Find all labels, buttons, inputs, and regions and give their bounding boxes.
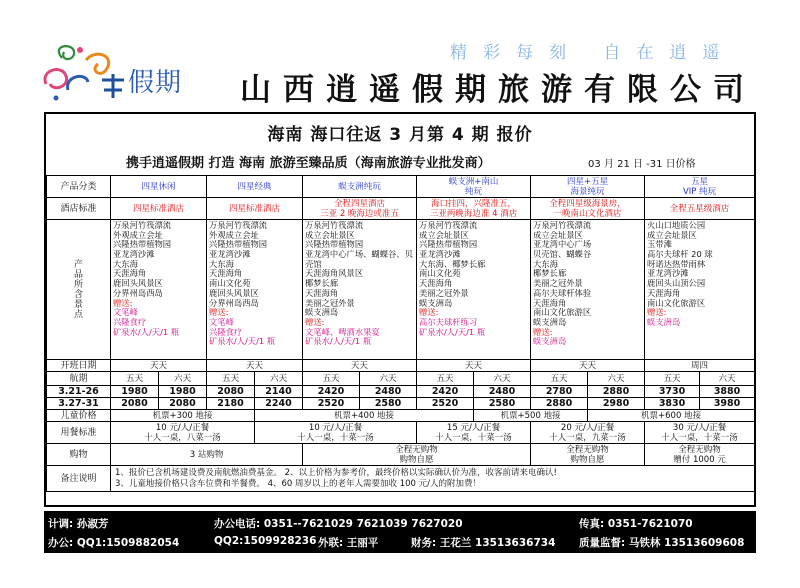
days-value: 五天: [207, 372, 255, 386]
price-value: 2180: [207, 398, 255, 410]
logo-text: 假期: [128, 68, 183, 98]
child-price: 机票+600 地接: [588, 410, 755, 422]
price-sheet: [44, 112, 756, 507]
price-value: 2080: [111, 398, 159, 410]
spot-item: 万泉河竹筏漂流: [113, 221, 172, 230]
spot-item: 天涯海角: [419, 279, 453, 289]
spot-item: 赠送:: [113, 298, 133, 308]
days-value: 六天: [700, 372, 755, 386]
price-value: 2780: [531, 386, 588, 398]
spot-item: 大东海、椰梦长廊: [419, 259, 486, 269]
shopping-policy: 全程无购物 购物自愿: [531, 444, 645, 466]
days-value: 五天: [645, 372, 700, 386]
spots-list: [111, 220, 207, 360]
label-spots-char: 所: [73, 279, 83, 290]
meal-standard: 20 元/人/正餐 十人一桌，九菜一汤: [531, 422, 645, 444]
spot-item: 呀诺达热带雨林: [647, 259, 706, 269]
contact-scheduler: 计调: 孙淑芳: [48, 518, 109, 530]
price-table: [46, 175, 755, 492]
spot-item: 赠送:: [419, 308, 439, 318]
spot-item: 椰梦长廊: [533, 269, 567, 279]
spot-item: 赠送:: [533, 327, 553, 337]
price-value: 2880: [588, 386, 645, 398]
price-value: 3980: [700, 398, 755, 410]
contact-office-phone: 办公电话: 0351--7621029 7621039 7627020: [214, 518, 463, 530]
price-value: 2980: [588, 398, 645, 410]
spot-item: 赠送:: [305, 317, 325, 327]
spot-item: 文笔峰: [209, 317, 234, 327]
contact-finance: 财务: 王花兰 13513636734: [411, 537, 556, 549]
spot-item: 成立会址景区: [647, 230, 697, 240]
spot-item: 高尔夫球杆 20 球: [647, 250, 713, 260]
label-spots-char: 产: [73, 259, 83, 270]
price-value: 3730: [645, 386, 700, 398]
spot-item: 兴隆热带植物园: [209, 240, 268, 250]
spot-item: 天涯海角: [533, 298, 567, 308]
spot-item: 亚龙湾沙滩: [209, 250, 251, 260]
doc-title: 海南 海口往返 3 月第 4 期 报价: [267, 125, 533, 145]
spot-item: 亚龙湾中心广场: [533, 240, 592, 250]
departure-value: 天天: [417, 360, 531, 372]
shopping-policy: 3 站购物: [111, 444, 303, 466]
hotel-standard: 海口挂四，兴隆准五， 三亚两晚海边准 4 酒店: [417, 198, 531, 220]
page-header: [0, 0, 800, 108]
hotel-standard: 全程四星酒店 三亚 2 晚海边或准五: [303, 198, 417, 220]
departure-row: [47, 360, 755, 372]
spot-item: 天涯海角: [209, 269, 243, 279]
spot-item: 南山文化苑: [419, 269, 461, 279]
spot-item: 南山文化旅游区: [647, 298, 706, 308]
product-type: 四星休闲: [111, 176, 207, 198]
label-shopping: 购物: [47, 444, 111, 466]
price-value: 2480: [474, 386, 531, 398]
spot-item: 亚龙湾沙滩: [113, 250, 155, 260]
spot-item: 贝壳馆、蝴蝶谷: [533, 250, 592, 260]
spots-row: [47, 220, 755, 360]
contact-qq1: 办公: QQ1:1509882054: [48, 537, 180, 549]
price-date: 3.27-31: [47, 398, 111, 410]
spot-item: 蜈支洲岛: [305, 308, 339, 318]
days-value: 六天: [159, 372, 207, 386]
spot-item: 高尔夫球杆体验: [533, 288, 592, 298]
label-child: 儿童价格: [47, 410, 111, 422]
product-type: 四星经典: [207, 176, 303, 198]
product-type: 五星 VIP 纯玩: [645, 176, 755, 198]
spot-item: 鹿回头山顶公园: [647, 279, 706, 289]
hotel-standard: 全程四星级海景房， 一晚南山文化酒店: [531, 198, 645, 220]
label-hotel: 酒店标准: [47, 198, 111, 220]
label-spots-char: 含: [73, 289, 83, 300]
spot-item: 蜈支洲岛: [533, 337, 567, 347]
spot-item: 兴隆热带植物园: [419, 240, 478, 250]
spot-item: 亚龙湾沙滩: [419, 250, 461, 260]
departure-value: 天天: [111, 360, 207, 372]
spots-list: [645, 220, 755, 360]
spot-item: 大东海: [113, 259, 138, 269]
spot-item: 亚龙湾沙滩: [647, 269, 689, 279]
spot-item: 美丽之冠外景: [533, 279, 583, 289]
child-price: 机票+300 地接: [111, 410, 255, 422]
label-product-type: 产品分类: [47, 176, 111, 198]
company-logo: [40, 40, 215, 102]
departure-value: 天天: [207, 360, 303, 372]
shopping-policy: 全程无购物 购物自愿: [303, 444, 531, 466]
meal-standard: 15 元/人/正餐 十人一桌，十菜一汤: [417, 422, 531, 444]
price-value: 2580: [474, 398, 531, 410]
product-type: 四星+五星 海景纯玩: [531, 176, 645, 198]
note-line: 1、报价已含机场建设费及南航燃油费基金。 2、以上价格为参考价，最终价格以实际确认价为准，收客前请来电确认!: [115, 467, 557, 478]
note-line: 3、儿童地接价格只含车位费和半餐费。 4、60 周岁以上的老年人需要加收 100 元/人的附加费！: [115, 478, 482, 489]
spot-item: 赠送:: [209, 308, 229, 318]
spot-item: 万泉河竹筏漂流: [533, 221, 592, 230]
price-value: 2420: [303, 386, 360, 398]
spot-item: 天涯海角: [305, 288, 339, 298]
doc-subtitle: 携手逍遥假期 打造 海南 旅游至臻品质（海南旅游专业批发商）: [126, 156, 491, 171]
spot-item: 文笔峰: [113, 308, 138, 318]
label-spots-char: 景: [73, 299, 83, 310]
spot-item: 南山文化苑: [209, 279, 251, 289]
spot-item: 鹿回头风景区: [209, 288, 259, 298]
spot-item: 分界州岛西岛: [113, 288, 163, 298]
days-row: [47, 372, 755, 386]
days-value: 五天: [303, 372, 360, 386]
contact-outreach: 外联: 王丽平: [318, 537, 379, 549]
meal-standard: 10 元/人/正餐 十人一桌，八菜一汤: [111, 422, 255, 444]
price-value: 2520: [417, 398, 474, 410]
price-value: 1980: [159, 386, 207, 398]
spot-item: 玉带滩: [647, 240, 672, 250]
logo-swirl-icon: [40, 40, 130, 102]
spot-item: 分界州岛西岛: [209, 298, 259, 308]
child-price-row: [47, 410, 755, 422]
price-value: 2580: [360, 398, 417, 410]
product-type-row: [47, 176, 755, 198]
shopping-policy: 全程无购物 赠付 1000 元: [645, 444, 755, 466]
label-spots-char: 品: [73, 269, 83, 280]
label-notes: 备注说明: [47, 466, 111, 492]
price-value: 2080: [207, 386, 255, 398]
price-value: 3830: [645, 398, 700, 410]
days-value: 六天: [360, 372, 417, 386]
notes-row: [47, 466, 755, 492]
spot-item: 外观成立会址: [113, 230, 163, 240]
price-date: 3.21-26: [47, 386, 111, 398]
spot-item: 亚龙湾中心广场、蝴蝶谷、贝: [305, 250, 413, 260]
product-type: 蜈支洲纯玩: [303, 176, 417, 198]
hotel-row: [47, 198, 755, 220]
spot-item: 蜈支洲岛: [647, 317, 681, 327]
contact-bar: [44, 511, 756, 553]
price-value: 2140: [255, 386, 303, 398]
price-value: 2880: [531, 398, 588, 410]
hotel-standard: 全程五星级酒店: [645, 198, 755, 220]
spots-list: [207, 220, 303, 360]
spot-item: 天涯海角: [647, 288, 681, 298]
spot-item: 大东海: [209, 259, 234, 269]
spot-item: 鹿回头风景区: [113, 279, 163, 289]
spot-item: 高尔夫球杆练习: [419, 317, 478, 327]
spot-item: 兴隆食疗: [209, 327, 243, 337]
price-date-range: 03 月 21 日 -31 日价格: [588, 159, 696, 170]
departure-value: 天天: [303, 360, 417, 372]
label-spots-char: 点: [73, 309, 83, 320]
spots-list: [417, 220, 531, 360]
label-meal: 用餐标准: [47, 422, 111, 444]
spots-list: [531, 220, 645, 360]
spot-item: 壳馆: [305, 259, 322, 269]
spot-item: 蜈支洲岛: [419, 298, 453, 308]
label-departure: 开班日期: [47, 360, 111, 372]
spot-item: 美丽之冠外景: [419, 288, 469, 298]
spot-item: 万泉河竹筏漂流: [209, 221, 268, 230]
contact-quality: 质量监督: 马铁林 13513609608: [579, 537, 745, 549]
spot-item: 成立会址景区: [533, 230, 583, 240]
days-value: 五天: [417, 372, 474, 386]
price-value: 3880: [700, 386, 755, 398]
contact-fax: 传真: 0351-7621070: [579, 518, 693, 530]
spot-item: 矿泉水/人/天/1 瓶: [209, 337, 276, 347]
product-type: 蜈支洲+南山 纯玩: [417, 176, 531, 198]
price-row: [47, 386, 755, 398]
spot-item: 外观成立会址: [209, 230, 259, 240]
spot-item: 万泉河竹筏漂流: [419, 221, 478, 230]
price-value: 2240: [255, 398, 303, 410]
spot-item: 矿泉水/人/天/1 瓶: [419, 327, 486, 337]
hotel-standard: 四星标准酒店: [111, 198, 207, 220]
spot-item: 美丽之冠外景: [305, 298, 355, 308]
spot-item: 兴隆食疗: [113, 317, 147, 327]
meal-standard: 10 元/人/正餐 十人一桌，十菜一汤: [255, 422, 417, 444]
spot-item: 赠送:: [647, 308, 667, 318]
days-value: 六天: [474, 372, 531, 386]
days-value: 六天: [588, 372, 645, 386]
spot-item: 矿泉水/人/天/1 瓶: [305, 337, 372, 347]
label-spots: [47, 220, 111, 360]
spot-item: 天涯海角风景区: [305, 269, 364, 279]
label-days: 航期: [47, 372, 111, 386]
meal-standard: 30 元/人/正餐 十人一桌，十菜一汤: [645, 422, 755, 444]
spot-item: 文笔峰、啤酒水果宴: [305, 327, 380, 337]
spot-item: 椰梦长廊: [305, 279, 339, 289]
meal-row: [47, 422, 755, 444]
days-value: 六天: [255, 372, 303, 386]
price-row: [47, 398, 755, 410]
notes-text: [111, 466, 755, 492]
spot-item: 兴隆热带植物园: [113, 240, 172, 250]
departure-value: 天天: [531, 360, 645, 372]
spot-item: 成立会址景区: [419, 230, 469, 240]
hotel-standard: 四星标准酒店: [207, 198, 303, 220]
price-value: 2520: [303, 398, 360, 410]
spot-item: 矿泉水/人/天/1 瓶: [113, 327, 180, 337]
price-value: 1980: [111, 386, 159, 398]
days-value: 五天: [111, 372, 159, 386]
spot-item: 万泉河竹筏漂流: [305, 221, 364, 230]
company-name: 山西逍遥假期旅游有限公司: [240, 72, 756, 108]
spot-item: 火山口地质公园: [647, 221, 706, 230]
price-value: 2480: [360, 386, 417, 398]
spot-item: 兴隆热带植物园: [305, 240, 364, 250]
child-price: 机票+500 地接: [474, 410, 588, 422]
days-value: 五天: [531, 372, 588, 386]
price-value: 2420: [417, 386, 474, 398]
slogan: 精彩每刻 自在逍遥: [450, 43, 736, 63]
contact-qq2: QQ2:1509928236: [214, 535, 317, 547]
shopping-row: [47, 444, 755, 466]
departure-value: 周四: [645, 360, 755, 372]
child-price: 机票+400 地接: [255, 410, 474, 422]
price-value: 2080: [159, 398, 207, 410]
spot-item: 天涯海角: [113, 269, 147, 279]
spots-list: [303, 220, 417, 360]
spot-item: 大东海: [533, 259, 558, 269]
spot-item: 成立会址景区: [305, 230, 355, 240]
spot-item: 南山文化旅游区: [533, 308, 592, 318]
spot-item: 蜈支洲岛: [533, 317, 567, 327]
